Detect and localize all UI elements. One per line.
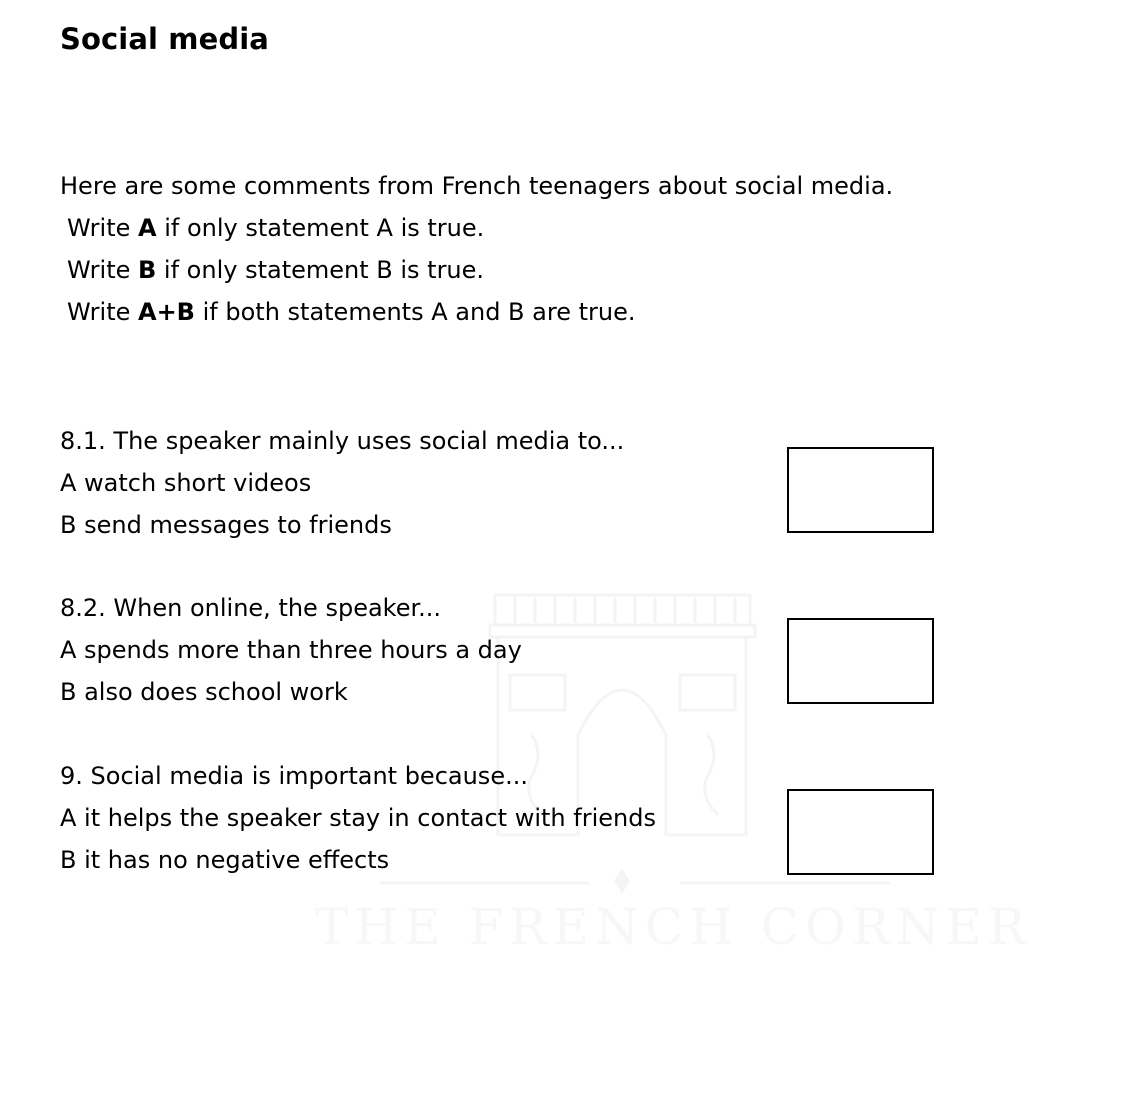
answer-box-8-2[interactable] <box>787 618 934 704</box>
instruction-key: A+B <box>138 298 195 326</box>
instructions <box>60 165 893 333</box>
watermark-text: THE FRENCH CORNER <box>315 898 1032 956</box>
instruction-b <box>60 249 893 291</box>
instruction-a <box>60 207 893 249</box>
instruction-text: Write <box>67 214 138 242</box>
question-prompt: 8.1. The speaker mainly uses social media to... <box>60 427 625 455</box>
instruction-text: if only statement A is true. <box>156 214 485 242</box>
option-a: A it helps the speaker stay in contact with friends <box>60 804 656 832</box>
question-9 <box>60 755 656 881</box>
instruction-text: Write <box>67 256 138 284</box>
question-prompt: 8.2. When online, the speaker... <box>60 594 442 622</box>
answer-box-9[interactable] <box>787 789 934 875</box>
option-a: A spends more than three hours a day <box>60 636 522 664</box>
question-8-2 <box>60 587 522 713</box>
instruction-text: Write <box>67 298 138 326</box>
instruction-key: B <box>138 256 157 284</box>
instruction-ab <box>60 291 893 333</box>
intro-line: Here are some comments from French teenagers about social media. <box>60 172 894 200</box>
instruction-text: if only statement B is true. <box>156 256 485 284</box>
option-a: A watch short videos <box>60 469 312 497</box>
question-prompt: 9. Social media is important because... <box>60 762 528 790</box>
option-b: B send messages to friends <box>60 511 392 539</box>
instruction-text: if both statements A and B are true. <box>194 298 636 326</box>
instruction-key: A <box>138 214 157 242</box>
answer-box-8-1[interactable] <box>787 447 934 533</box>
option-b: B it has no negative effects <box>60 846 390 874</box>
page-title: Social media <box>60 22 269 56</box>
option-b: B also does school work <box>60 678 348 706</box>
question-8-1 <box>60 420 624 546</box>
